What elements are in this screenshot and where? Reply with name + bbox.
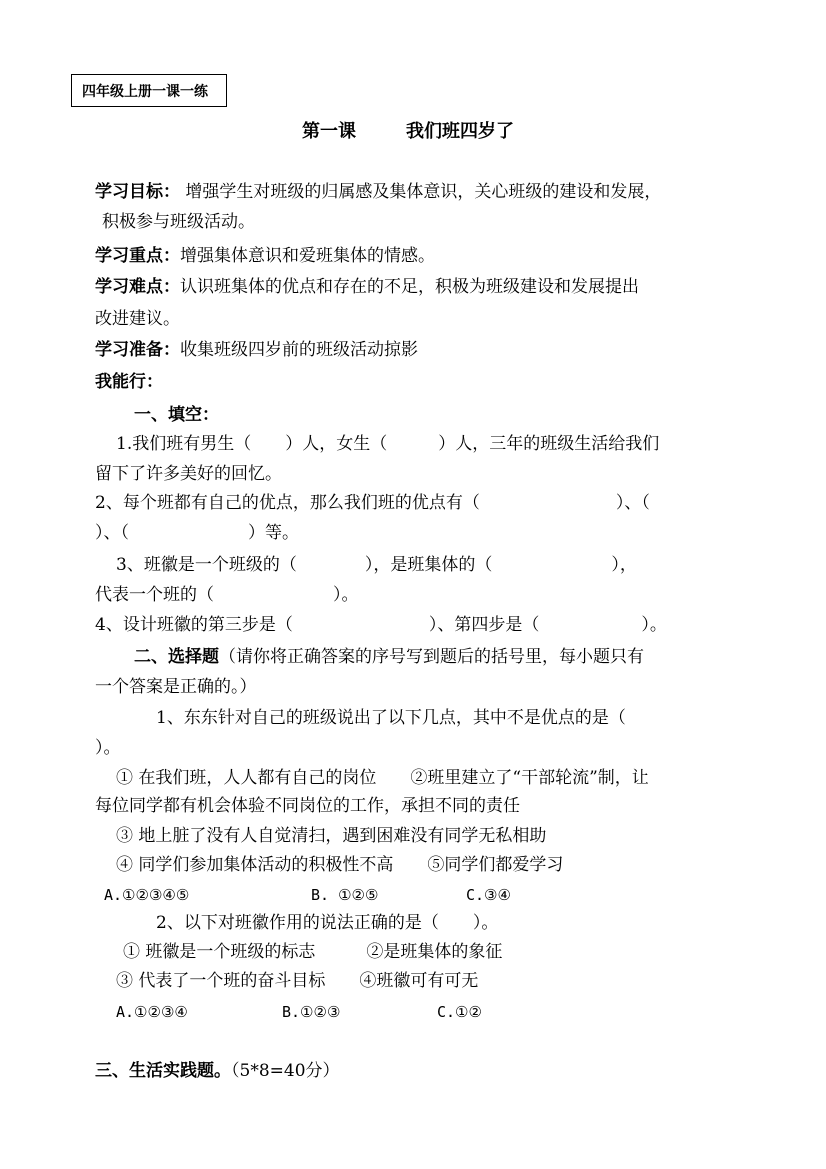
choice-q2-option-3: ③ 代表了一个班的奋斗目标 ④班徽可有可无: [116, 971, 479, 991]
section1-heading: 一、填空：: [134, 405, 219, 425]
difficulty-text-1: 认识班集体的优点和存在的不足，积极为班级建设和发展提出: [180, 277, 639, 297]
choice-q1-option-4: ④ 同学们参加集体活动的积极性不高 ⑤同学们都爱学习: [116, 855, 564, 875]
page-title: [302, 117, 514, 143]
fill-q2-line-1: 2、每个班都有自己的优点，那么我们班的优点有（ ）、（: [95, 493, 650, 513]
choice-q2-answer-a: A.①②③④: [116, 1003, 188, 1021]
choice-q2-answer-b: B.①②③: [282, 1003, 341, 1021]
lesson-number: 第一课: [302, 121, 356, 142]
fill-q1-line-1: 1.我们班有男生（ ）人，女生（ ）人，三年的班级生活给我们: [116, 434, 660, 454]
choice-q1-tail: ）。: [95, 738, 121, 758]
section2-note-1: （请你将正确答案的序号写到题后的括号里，每小题只有: [219, 647, 644, 667]
choice-q1-option-1: ① 在我们班，人人都有自己的岗位 ②班里建立了“干部轮流”制，让: [116, 768, 649, 788]
fill-q3-line-2: 代表一个班的（ ）。: [95, 585, 359, 605]
prep-text: 收集班级四岁前的班级活动掠影: [180, 340, 418, 360]
prep-label: 学习准备: [95, 340, 163, 360]
choice-q2-answer-c: C.①②: [437, 1003, 482, 1021]
section2-note-2: 一个答案是正确的。）: [95, 677, 257, 697]
difficulty-text-2: 改进建议。: [95, 309, 180, 329]
objective-text-2: 积极参与班级活动。: [102, 212, 255, 232]
ican-heading: 我能行：: [95, 372, 163, 392]
choice-q2-option-1: ① 班徽是一个班级的标志 ②是班集体的象征: [123, 942, 503, 962]
section3-score: （5*8=40分）: [231, 1061, 340, 1081]
prep-line: 学习准备：收集班级四岁前的班级活动掠影: [95, 340, 418, 360]
keypoint-label: 学习重点: [95, 246, 163, 266]
keypoint-text: 增强集体意识和爱班集体的情感。: [180, 246, 435, 266]
grade-tag-text: 四年级上册一课一练: [82, 84, 208, 100]
section3-line: [95, 1059, 340, 1083]
section3-heading: 三、生活实践题。: [95, 1061, 231, 1081]
choice-q1-answer-c: C.③④: [466, 886, 511, 904]
fill-q2-line-2: ）、（ ）等。: [95, 523, 299, 543]
choice-q2: 2、以下对班徽作用的说法正确的是（ ）。: [156, 913, 499, 933]
choice-q1-option-1b: 每位同学都有机会体验不同岗位的工作，承担不同的责任: [95, 796, 520, 816]
difficulty-line-1: 学习难点：认识班集体的优点和存在的不足，积极为班级建设和发展提出: [95, 277, 639, 297]
section2-heading-line: [134, 645, 644, 669]
difficulty-label: 学习难点: [95, 277, 163, 297]
fill-q4: 4、设计班徽的第三步是（ ）、第四步是（ ）。: [95, 615, 667, 635]
choice-q1-option-3: ③ 地上脏了没有人自觉清扫，遇到困难没有同学无私相助: [116, 826, 547, 846]
objective-text-1: 增强学生对班级的归属感及集体意识，关心班级的建设和发展，: [185, 182, 662, 202]
section2-heading: 二、选择题: [134, 647, 219, 667]
objective-label: 学习目标: [95, 182, 163, 202]
fill-q3-line-1: 3、班徽是一个班级的（ ），是班集体的（ ），: [116, 555, 637, 575]
grade-tag: [71, 74, 227, 107]
lesson-name: 我们班四岁了: [406, 121, 514, 142]
choice-q1-answer-a: A.①②③④⑤: [104, 886, 190, 904]
objective-line-1: 学习目标： 增强学生对班级的归属感及集体意识，关心班级的建设和发展，: [95, 182, 662, 202]
keypoint-line: 学习重点：增强集体意识和爱班集体的情感。: [95, 246, 435, 266]
fill-q1-line-2: 留下了许多美好的回忆。: [95, 464, 282, 484]
choice-q1: 1、东东针对自己的班级说出了以下几点，其中不是优点的是（: [156, 708, 626, 728]
choice-q1-answer-b: B. ①②⑤: [311, 886, 379, 904]
